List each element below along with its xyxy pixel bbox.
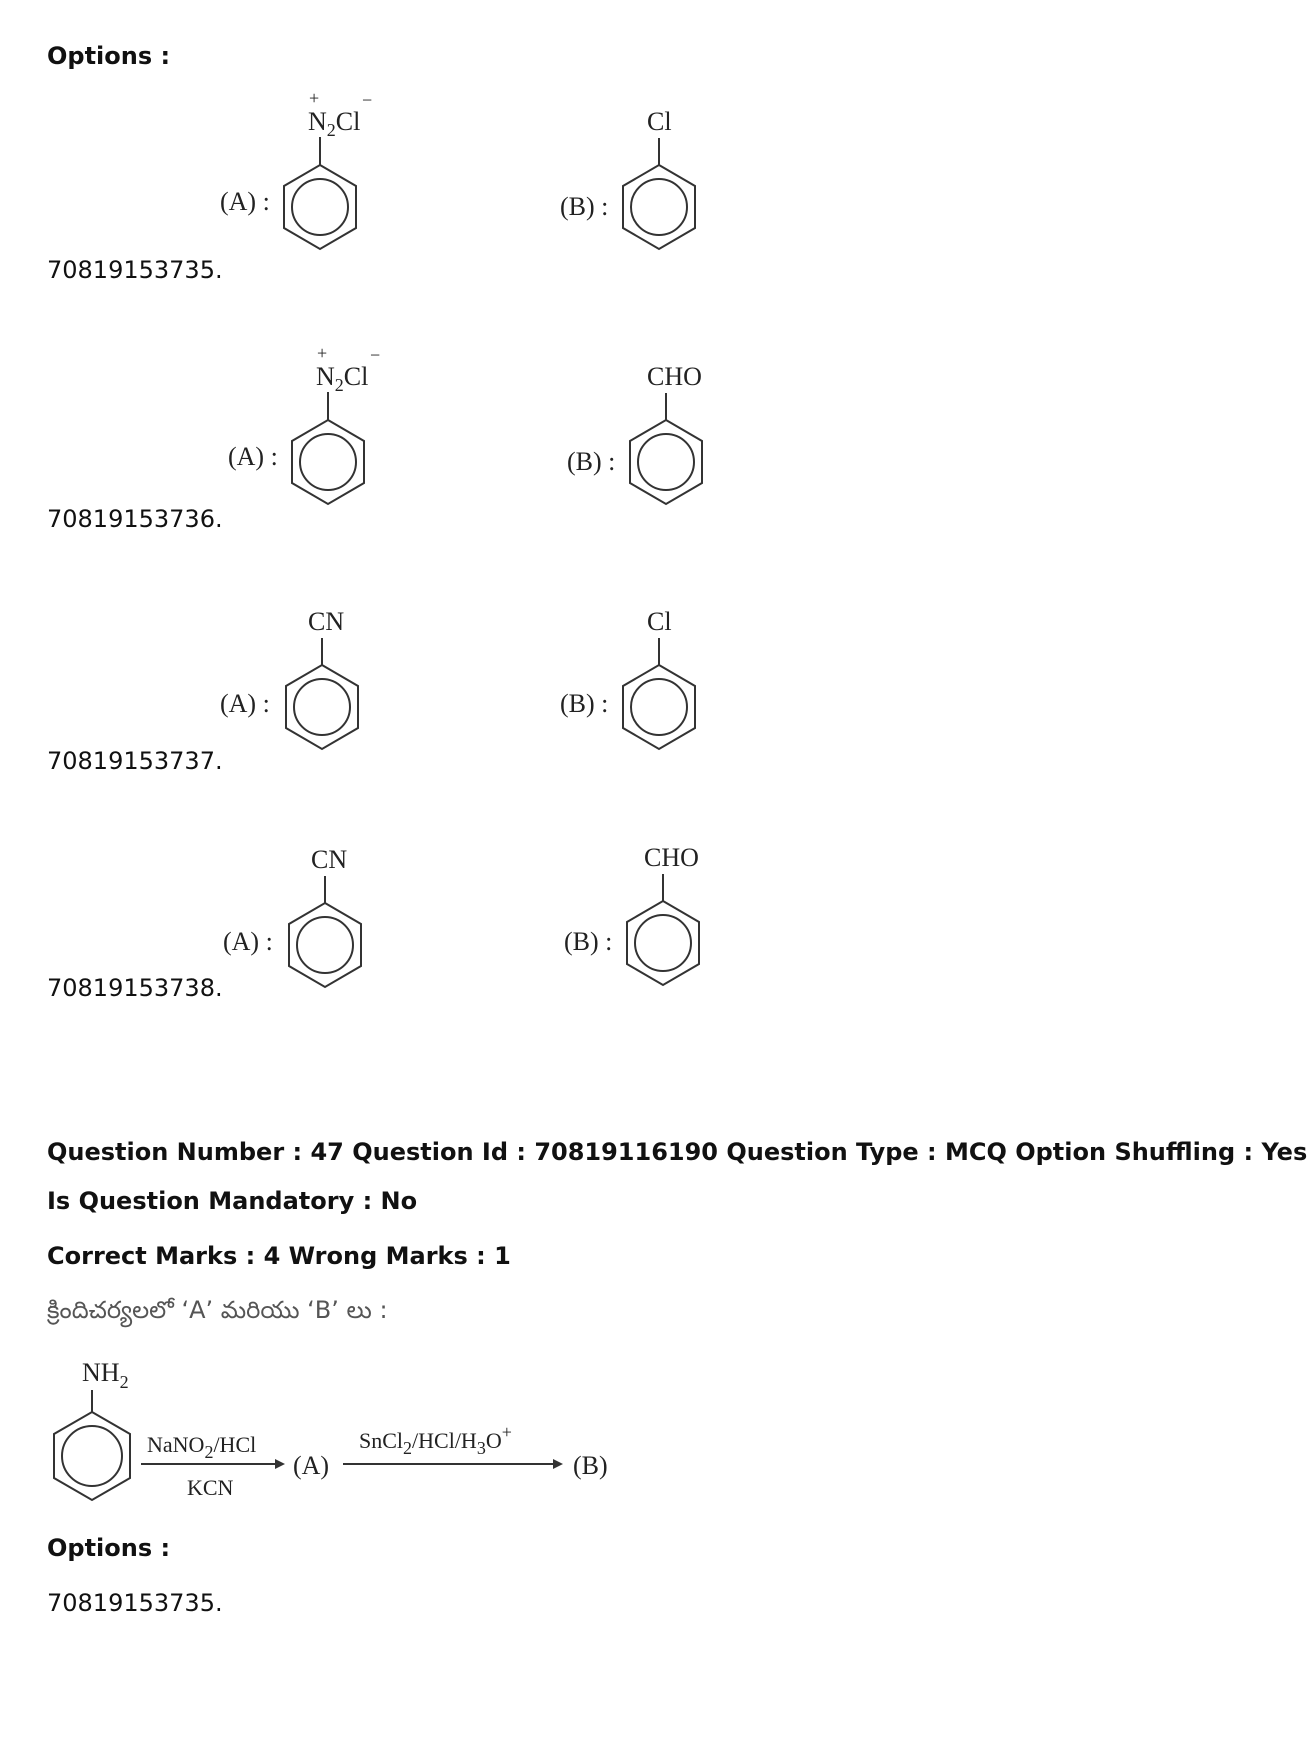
option-id-bottom-1: 70819153735. bbox=[47, 1589, 223, 1617]
option-3-structure-a bbox=[210, 600, 370, 760]
option-1-structure-a bbox=[210, 88, 373, 260]
option-2-b-label: (B) : bbox=[567, 447, 616, 476]
option-4-structure-a bbox=[213, 838, 373, 998]
option-3-b-group: Cl bbox=[647, 607, 672, 636]
option-1-a-group: $N_2Cl$ bbox=[308, 107, 361, 140]
option-1-a-label: (A) : bbox=[220, 187, 270, 216]
option-id-3: 70819153737. bbox=[47, 747, 223, 775]
option-4-b-group: CHO bbox=[644, 843, 699, 872]
option-id-4: 70819153738. bbox=[47, 974, 223, 1002]
option-4-a-group: CN bbox=[311, 845, 348, 874]
question-marks-line: Correct Marks : 4 Wrong Marks : 1 bbox=[47, 1242, 511, 1270]
option-id-1: 70819153735. bbox=[47, 256, 223, 284]
option-3-a-group: CN bbox=[308, 607, 345, 636]
reaction-intermediate: (A) bbox=[293, 1451, 330, 1480]
option-4-b-label: (B) : bbox=[564, 927, 613, 956]
reaction-start-group: $NH_2$ bbox=[82, 1358, 129, 1392]
option-2-a-label: (A) : bbox=[228, 442, 278, 471]
option-4-a-label: (A) : bbox=[223, 927, 273, 956]
svg-text:+: + bbox=[317, 343, 328, 363]
option-2-structure-a bbox=[218, 343, 381, 515]
svg-text:−: − bbox=[370, 345, 381, 365]
reagent-1-top: NaNO$_2$/HCl bbox=[147, 1432, 257, 1462]
options-heading-top: Options : bbox=[47, 42, 171, 70]
option-3-a-label: (A) : bbox=[220, 689, 270, 718]
question-prompt: క్రిందిచర్యలలో ‘A’ మరియు ‘B’ లు : bbox=[47, 1296, 388, 1324]
reaction-scheme bbox=[47, 1352, 667, 1522]
reaction-product: (B) bbox=[573, 1451, 608, 1480]
question-mandatory-line: Is Question Mandatory : No bbox=[47, 1187, 418, 1215]
option-1-b-label: (B) : bbox=[560, 192, 609, 221]
option-2-a-group: $N_2Cl$ bbox=[316, 362, 369, 395]
question-header-line: Question Number : 47 Question Id : 70819116190 Question Type : MCQ Option Shuffling : Yes bbox=[47, 1138, 1307, 1166]
option-2-structure-b bbox=[562, 355, 732, 515]
reagent-2: $SnCl_2/HCl/H_3O^+$ bbox=[359, 1422, 512, 1458]
option-2-b-group: CHO bbox=[647, 362, 702, 391]
option-1-b-group: Cl bbox=[647, 107, 672, 136]
option-3-structure-b bbox=[555, 600, 715, 760]
reagent-1-bottom: KCN bbox=[187, 1475, 234, 1500]
svg-text:−: − bbox=[362, 90, 373, 110]
svg-text:+: + bbox=[309, 88, 320, 108]
option-3-b-label: (B) : bbox=[560, 689, 609, 718]
option-4-structure-b bbox=[559, 838, 729, 998]
options-heading-bottom: Options : bbox=[47, 1534, 171, 1562]
option-1-structure-b bbox=[555, 100, 715, 260]
option-id-2: 70819153736. bbox=[47, 505, 223, 533]
